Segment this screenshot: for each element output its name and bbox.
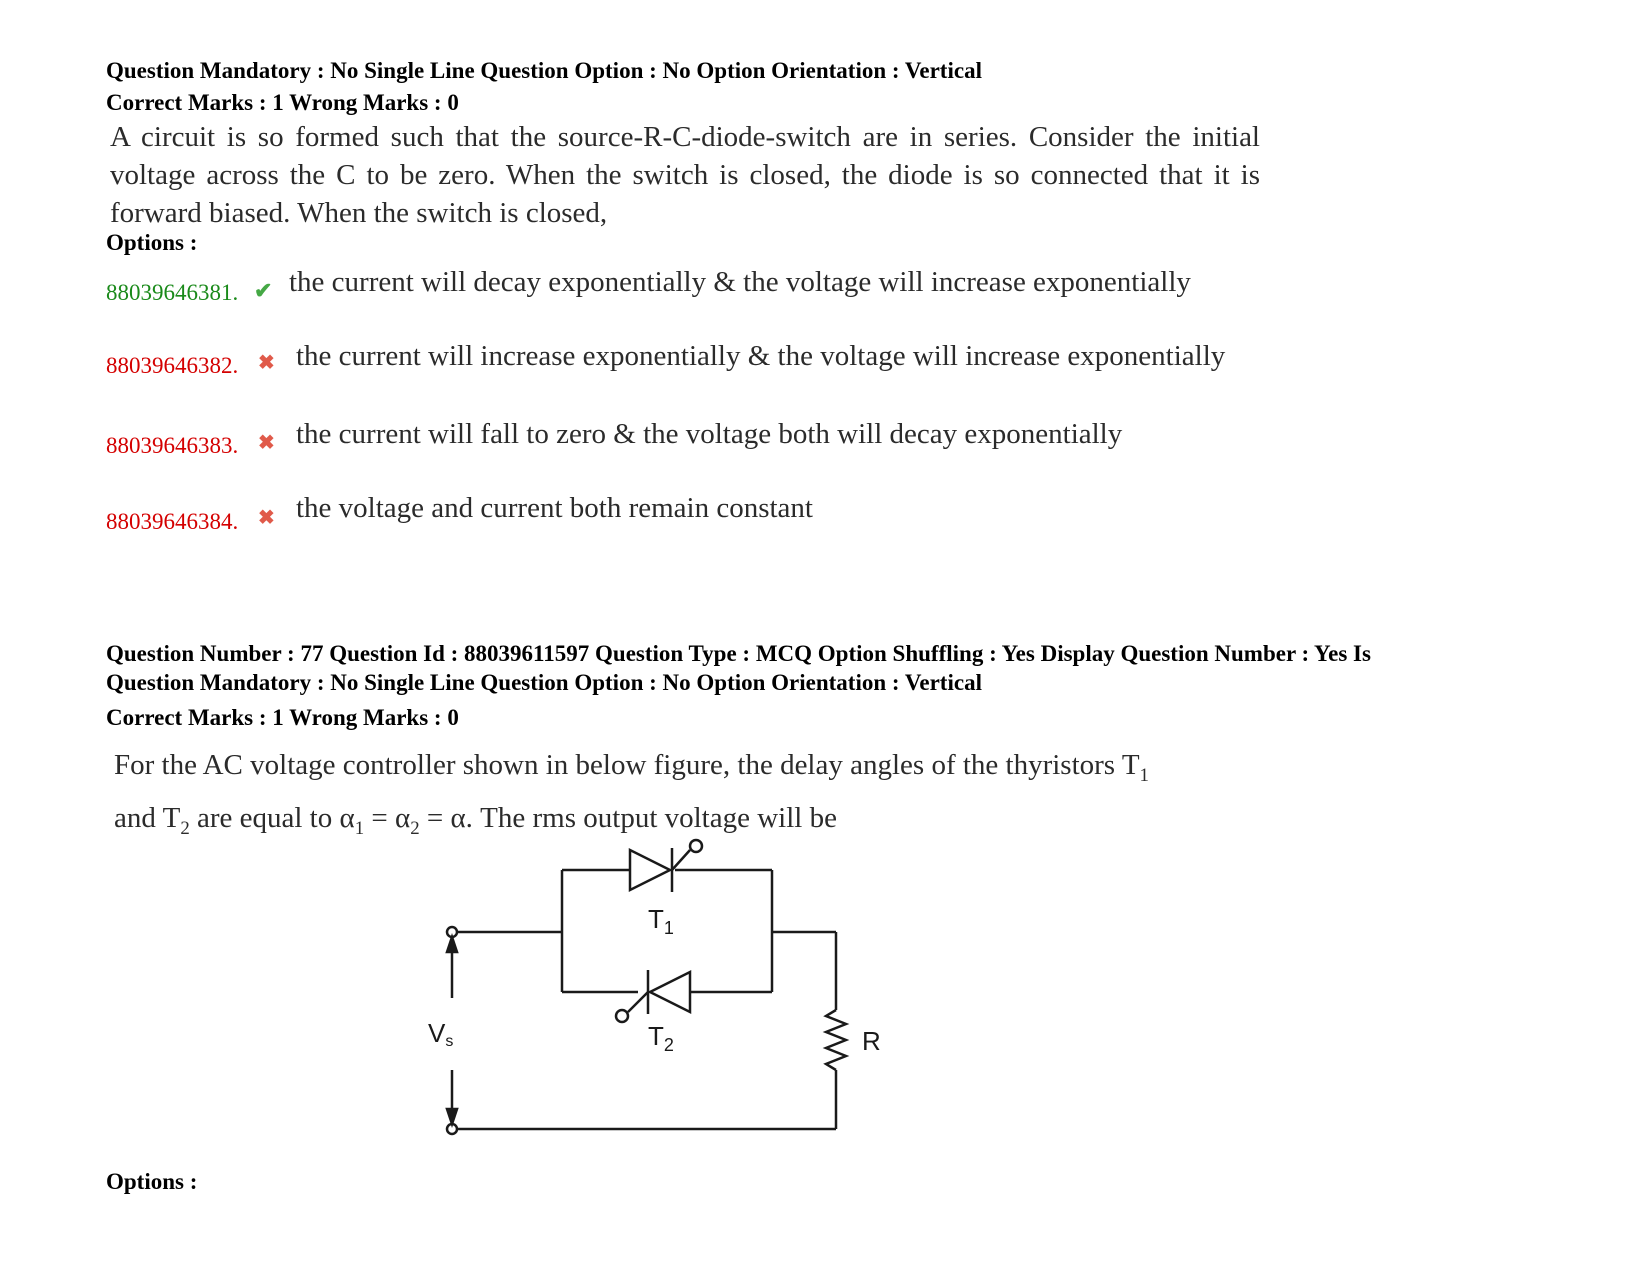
option-item [106,340,1506,392]
cross-icon: ✖ [258,507,275,529]
vs-label: Vs [428,1018,454,1050]
option-id: 88039646383. [106,433,239,458]
r-label: R [862,1026,881,1056]
check-icon: ✔ [254,278,273,303]
option-item [106,418,1506,472]
option-id: 88039646384. [106,509,239,534]
q2-text-line1: For the AC voltage controller shown in below figure, the delay angles of the thyristors $T_1$ [114,749,1149,786]
option-item [106,266,1506,312]
option-text: the current will decay exponentially & the voltage will increase exponentially [289,266,1191,298]
q1-meta-mandatory: Question Mandatory : No Single Line Question Option : No Option Orientation : Vertical [106,58,982,83]
q1-question-text: A circuit is so formed such that the source-R-C-diode-switch are in series. Consider the initial voltage across the C to be zero. When the switch is closed, the diode is so connected that it is forward biased. When the switch is closed, [110,121,1260,229]
t1-label: $T_1$ [648,904,674,938]
q2-meta-header: Question Number : 77 Question Id : 88039611597 Question Type : MCQ Option Shuffling : Yes Display Question Number : Yes Is [106,641,1371,666]
option-text: the current will increase exponentially & the voltage will increase exponentially [296,340,1226,372]
option-text: the voltage and current both remain constant [296,492,813,524]
ac-voltage-controller-figure [400,830,900,1160]
resistor-r [826,1010,846,1070]
option-id: 88039646382. [106,353,239,378]
q2-text-line2: and $T_2$ are equal to $\alpha_1 = \alpha_2 = \alpha$. The rms output voltage will be [114,801,837,839]
q1-meta-marks: Correct Marks : 1 Wrong Marks : 0 [106,90,459,115]
option-id: 88039646381. [106,280,239,305]
q2-options-label: Options : [106,1169,198,1194]
thyristor-t1 [630,850,670,890]
q2-meta-mandatory: Question Mandatory : No Single Line Question Option : No Option Orientation : Vertical [106,670,982,695]
q1-options-label: Options : [106,230,198,255]
thyristor-t2 [650,972,690,1012]
t2-label: $T_2$ [648,1021,674,1055]
option-item [106,492,1506,547]
q2-meta-marks: Correct Marks : 1 Wrong Marks : 0 [106,705,459,730]
cross-icon: ✖ [258,352,275,374]
option-text: the current will fall to zero & the voltage both will decay exponentially [296,418,1123,450]
cross-icon: ✖ [258,432,275,454]
